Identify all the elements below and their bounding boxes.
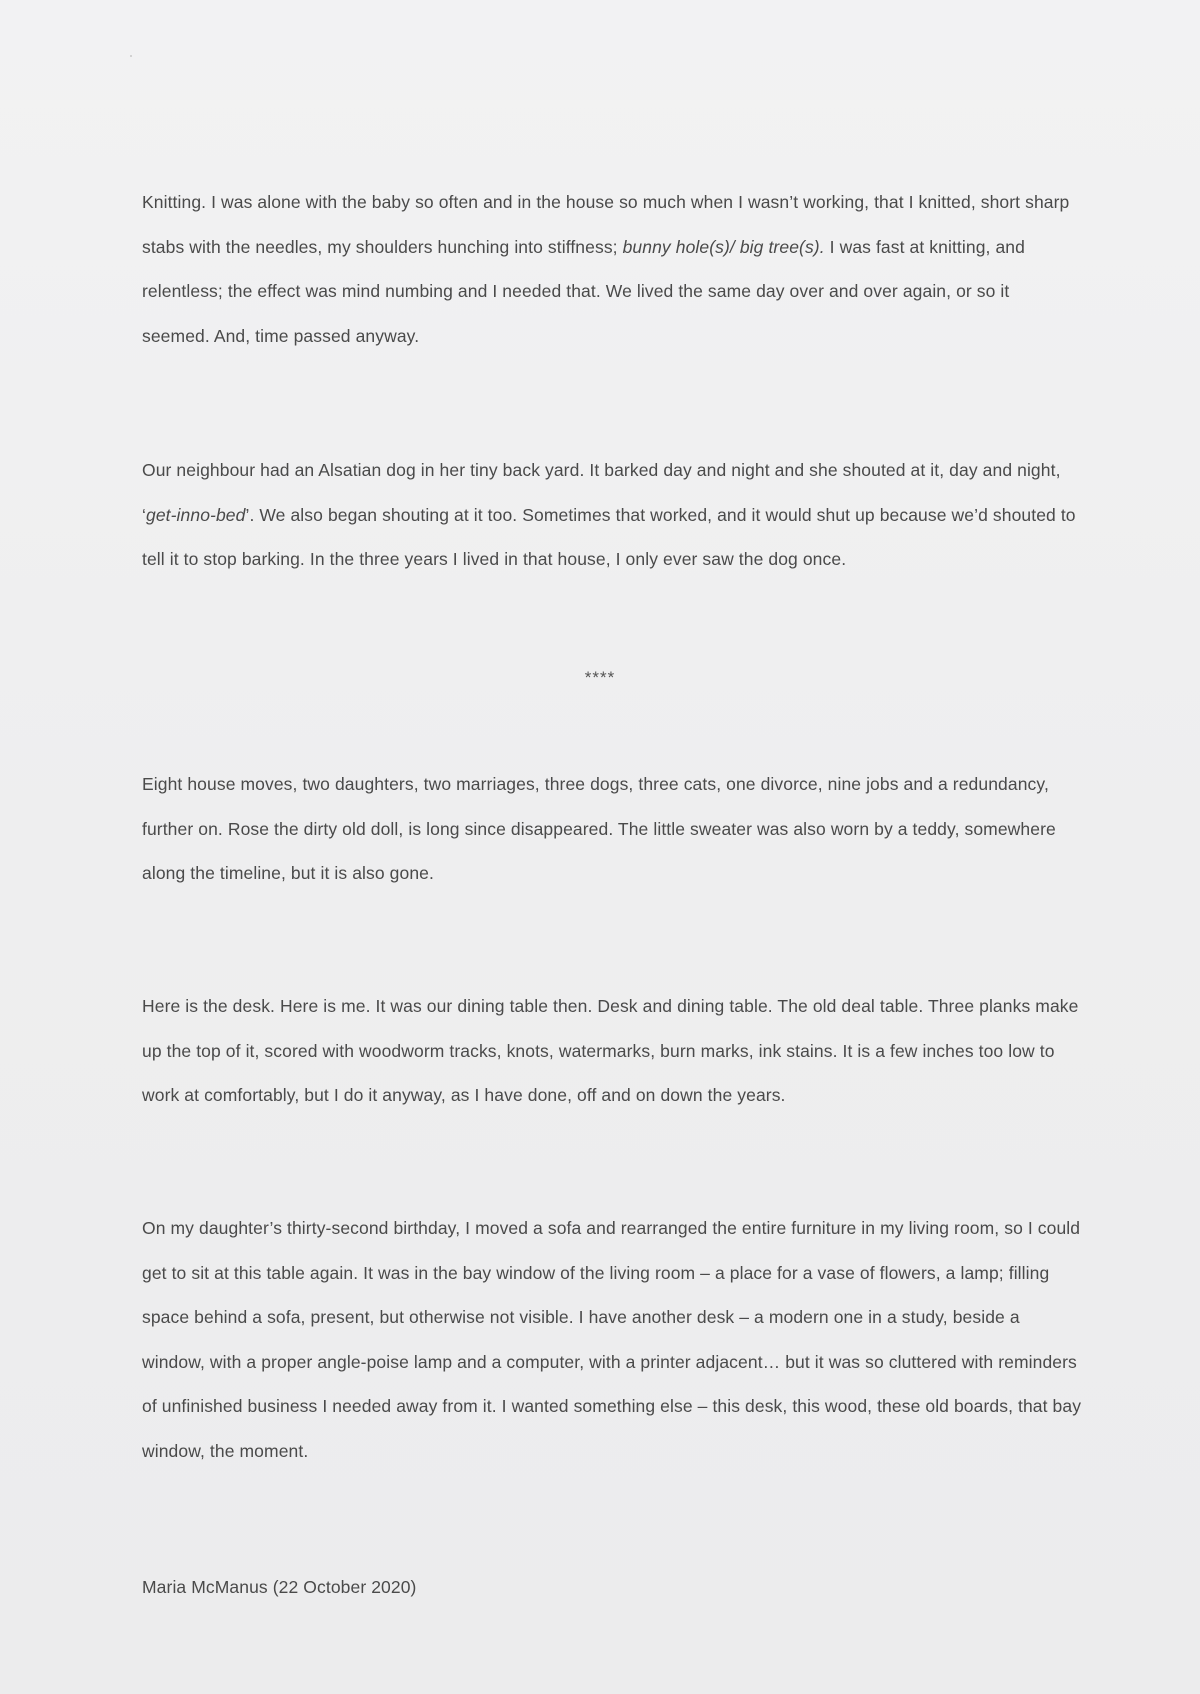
paragraph-neighbour-text-end: ’. We also began shouting at it too. Sometimes that worked, and it would shut up because we’d shouted to tell it to stop barking. In the three years I lived in that house, I only ever saw the dog once. — [142, 504, 1076, 569]
paragraph-birthday-text: On my daughter’s thirty-second birthday, I moved a sofa and rearranged the entire furniture in my living room, so I could get to sit at this table again. It was in the bay window of the living room – a place for a vase of flowers, a lamp; filling space behind a sofa, present, but otherwise not visible. I have another desk – a modern one in a study, beside a window, with a proper angle-poise lamp and a computer, with a printer adjacent… but it was so cluttered with reminders of unfinished business I needed away from it. I wanted something else – this desk, this wood, these old boards, that bay window, the moment. — [142, 1218, 1082, 1461]
paragraph-neighbour-text-start: Our neighbour had an Alsatian dog in her tiny back yard. It barked day and night and she shouted at it, day and night, ‘ — [142, 460, 1061, 525]
author-signature: Maria McManus (22 October 2020) — [142, 1577, 417, 1597]
paragraph-neighbour-dog — [142, 448, 1082, 582]
paragraph-birthday — [142, 1206, 1082, 1473]
paragraph-knitting-italic: bunny hole(s)/ big tree(s). — [622, 236, 825, 257]
paragraph-knitting-text-end: I was fast at knitting, and relentless; the effect was mind numbing and I needed that. We lived the same day over and over again, or so it seemed. And, time passed anyway. — [142, 236, 1025, 346]
paragraph-house-moves-text: Eight house moves, two daughters, two marriages, three dogs, three cats, one divorce, nine jobs and a redundancy, further on. Rose the dirty old doll, is long since disappeared. The little sweater was also worn by a teddy, somewhere along the timeline, but it is also gone. — [142, 774, 1056, 883]
paragraph-desk — [142, 984, 1082, 1118]
paragraph-neighbour-italic: get-inno-bed — [146, 504, 246, 525]
paper-speck — [130, 55, 132, 57]
paragraph-knitting — [142, 180, 1082, 358]
paragraph-knitting-text-start: Knitting. I was alone with the baby so often and in the house so much when I wasn’t working, that I knitted, short sharp stabs with the needles, my shoulders hunching into stiffness; — [142, 192, 1070, 257]
paragraph-desk-text: Here is the desk. Here is me. It was our dining table then. Desk and dining table. The old deal table. Three planks make up the top of it, scored with woodworm tracks, knots, watermarks, burn marks, ink stains. It is a few inches too low to work at comfortably, but I do it anyway, as I have done, off and on down the years. — [142, 996, 1079, 1105]
section-separator: **** — [584, 668, 616, 687]
paragraph-house-moves — [142, 762, 1082, 896]
